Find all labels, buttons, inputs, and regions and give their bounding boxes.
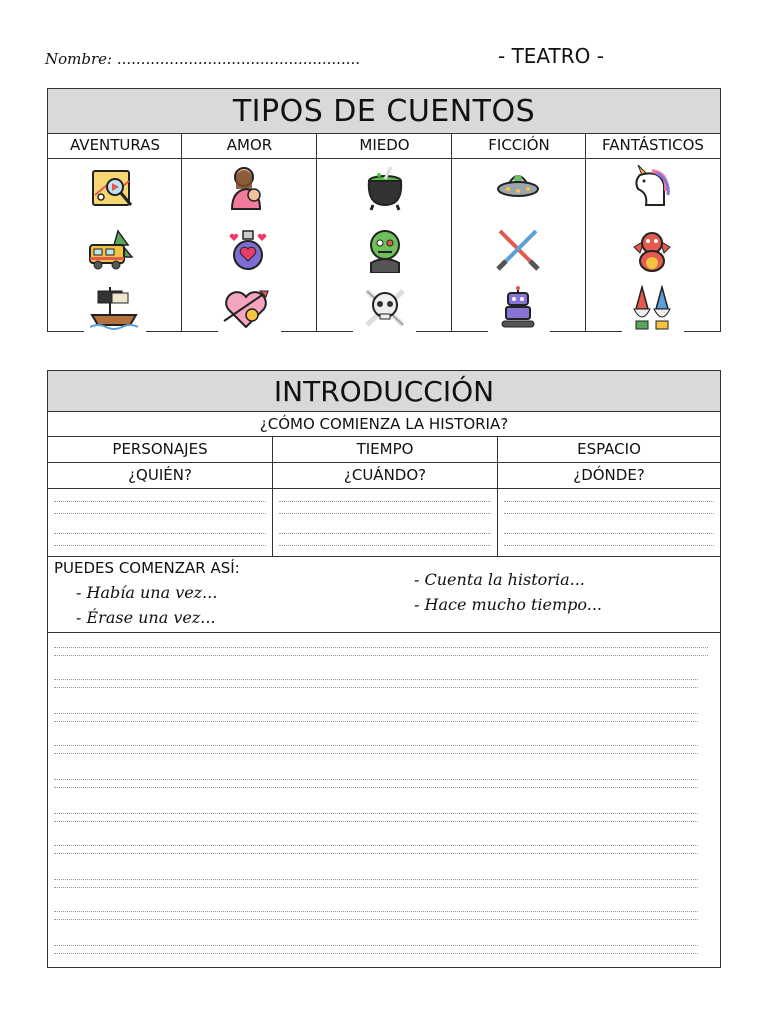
map-icon	[88, 164, 136, 212]
starter-habia-una-vez: - Había una vez...	[76, 583, 218, 602]
introduction-title: INTRODUCCIÓN	[48, 371, 720, 412]
starter-erase-una-vez: - Érase una vez...	[76, 608, 216, 627]
robot-icon	[494, 284, 542, 332]
starter-cuenta-la-historia: - Cuenta la historia...	[414, 570, 585, 589]
pirate-ship-icon	[90, 284, 138, 332]
unicorn-icon	[628, 164, 676, 212]
ufo-icon	[494, 164, 542, 212]
espacio-label: ESPACIO	[577, 440, 641, 458]
writing-area[interactable]	[48, 633, 720, 967]
column-label: FICCIÓN	[488, 136, 550, 154]
column-label: MIEDO	[359, 136, 410, 154]
story-types-title: TIPOS DE CUENTOS	[47, 88, 721, 134]
cauldron-icon	[361, 164, 409, 212]
column-questions-row	[48, 463, 720, 489]
column-label: FANTÁSTICOS	[602, 136, 704, 154]
column-amor	[181, 134, 317, 332]
starters-label: PUEDES COMENZAR ASÍ:	[54, 559, 240, 577]
lightsaber-icon	[494, 226, 542, 274]
story-types-table	[47, 88, 721, 332]
starters-row	[48, 557, 720, 633]
column-label: AMOR	[226, 136, 273, 154]
heart-arrow-icon	[222, 284, 270, 332]
camper-van-icon	[88, 226, 136, 274]
column-label: AVENTURAS	[70, 136, 160, 154]
dragon-icon	[628, 226, 676, 274]
column-aventuras	[47, 134, 182, 332]
column-fantasticos	[585, 134, 721, 332]
mother-baby-icon	[224, 164, 272, 212]
personajes-label: PERSONAJES	[112, 440, 208, 458]
donde-question: ¿DÓNDE?	[573, 466, 645, 484]
love-potion-icon	[224, 226, 272, 274]
introduction-section	[47, 370, 721, 968]
tiempo-label: TIEMPO	[356, 440, 414, 458]
gnomes-icon	[628, 284, 676, 332]
skull-crossbones-icon	[361, 284, 409, 332]
worksheet-title: - TEATRO -	[498, 44, 604, 68]
question-row	[48, 412, 720, 437]
name-field-label: Nombre: ...................................................	[45, 50, 361, 68]
answers-row	[48, 489, 720, 557]
column-ficcion	[451, 134, 586, 332]
starter-hace-mucho-tiempo: - Hace mucho tiempo...	[414, 595, 602, 614]
column-labels-row	[48, 437, 720, 463]
zombie-icon	[361, 226, 409, 274]
story-start-question: ¿CÓMO COMIENZA LA HISTORIA?	[259, 415, 509, 433]
column-miedo	[316, 134, 452, 332]
cuando-question: ¿CUÁNDO?	[343, 466, 427, 484]
quien-question: ¿QUIÉN?	[128, 466, 192, 484]
